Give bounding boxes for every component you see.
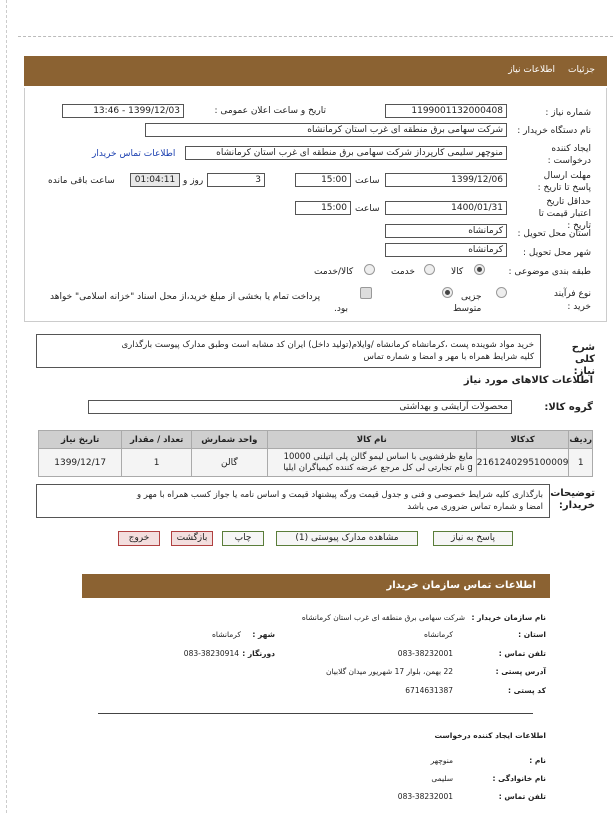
announce-label: تاریخ و ساعت اعلان عمومی : [214,106,326,116]
city-field: کرمانشاه [385,243,507,257]
contact-province-value: کرمانشاه [423,630,453,639]
description-line-2: کلیه شرایط همراه با مهر و امضا و شماره تماس [363,352,534,362]
contact-postal-label: کد پستی : [507,686,546,695]
creator-field: منوچهر سلیمی کارپرداز شرکت سهامی برق منطقه ای غرب استان کرمانشاه [185,146,507,160]
remaining-time-field: 01:04:11 [130,173,180,187]
tab-need-info[interactable]: اطلاعات نیاز [508,65,555,75]
buyer-notes-box [36,484,550,518]
goods-group-label: گروه کالا: [544,402,593,413]
description-line-1: خرید مواد شوینده پست ،کرمانشاه کرمانشاه /وایلام(تولید داخل) ایران کد مشابه است وطبق مدارک پیوست بارگذاری [121,340,534,350]
col-unit: واحد شمارش [191,431,267,449]
col-goods-name: نام کالا [267,431,476,449]
contact-phone-value: 083-38232001 [397,649,453,658]
days-label: روز و [183,176,204,186]
process-medium-label: متوسط [453,304,482,314]
goods-info-title: اطلاعات کالاهای مورد نیاز [463,375,593,386]
announce-datetime-field: 1399/12/03 - 13:46 [62,104,184,118]
contact-city-value: کرمانشاه [211,630,241,639]
back-button[interactable]: بازگشت [171,531,213,546]
goods-table [38,430,593,477]
view-attachments-button[interactable]: مشاهده مدارک پیوستی (1) [276,531,418,546]
creator-name-label: نام : [529,756,546,765]
tab-details[interactable]: جزئیات [568,65,595,75]
cell-row-index: 1 [569,449,593,477]
category-goods-radio[interactable] [474,264,485,275]
cell-goods-name [267,449,476,477]
buyer-notes-label: توضیحات خریدار: [550,488,595,511]
goods-group-field: محصولات آرایشی و بهداشتی [88,400,512,414]
creator-label: ایجاد کننده درخواست : [547,144,591,166]
contact-org-label: نام سازمان خریدار : [471,613,546,622]
process-small-label: جزیی [461,292,482,302]
process-type-label: نوع فرآیند خرید : [553,289,591,312]
table-header-row [39,431,593,449]
treasury-payment-note: پرداخت تمام یا بخشی از مبلغ خرید،از محل اسناد "خزانه اسلامی" خواهد [50,292,321,302]
price-validity-time-field: 15:00 [295,201,351,215]
creator-family-label: نام خانوادگی : [492,774,546,783]
need-number-label: شماره نیاز : [545,108,591,118]
price-validity-time-label: ساعت [355,204,380,214]
province-label: استان محل تحویل : [517,229,591,239]
need-number-field: 1199001132000408 [385,104,507,118]
contact-postal-value: 6714631387 [405,686,453,695]
category-both-radio[interactable] [364,264,375,275]
process-small-radio[interactable] [496,287,507,298]
col-row-index: ردیف [569,431,593,449]
deadline-time-label: ساعت [355,176,380,186]
buyer-contact-header [82,574,550,598]
print-button[interactable]: چاپ [222,531,264,546]
deadline-time-field: 15:00 [295,173,351,187]
category-label: طبقه بندی موضوعی : [508,267,591,277]
col-goods-code: کدکالا [476,431,569,449]
goods-name-line-1: مایع ظرفشویی با اساس لیمو گالن پلی اتیلنی 10000 [283,451,473,462]
contact-divider [98,713,533,714]
exit-button[interactable]: خروج [118,531,160,546]
deadline-label: مهلت ارسال پاسخ تا تاریخ : [537,171,591,193]
top-divider [18,36,613,37]
table-row [39,449,593,477]
contact-city-label: شهر : [252,630,275,639]
contact-province-label: استان : [518,630,546,639]
creator-info-title: اطلاعات ایجاد کننده درخواست [434,731,546,740]
cell-need-date: 1399/12/17 [39,449,122,477]
creator-name-value: منوچهر [430,756,453,765]
creator-phone-label: تلفن تماس : [498,792,546,801]
treasury-payment-note-end: بود. [334,304,349,314]
contact-org-value: شرکت سهامی برق منطقه ای غرب استان کرمانشاه [301,613,465,622]
treasury-payment-checkbox[interactable] [360,287,372,299]
goods-name-line-2: g نام تجارتی لی کل مرجع عرضه کننده کیمیاگران ایلیا [283,462,473,473]
remaining-time-label: ساعت باقی مانده [48,176,115,186]
general-description-label: شرح کلی نیاز: [571,342,595,377]
contact-fax-value: 083-38230914 [183,649,239,658]
cell-quantity: 1 [122,449,192,477]
process-medium-radio[interactable] [442,287,453,298]
category-goods-label: کالا [451,267,464,277]
deadline-date-field: 1399/12/06 [385,173,507,187]
notes-line-2: امضا و شماره تماس ضروری می باشد [407,502,543,512]
contact-address-value: 22 بهمن، بلوار 17 شهریور میدان گلابیان [325,667,453,676]
buyer-org-field: شرکت سهامی برق منطقه ای غرب استان کرمانشاه [145,123,507,137]
category-service-radio[interactable] [424,264,435,275]
buyer-contact-title: اطلاعات تماس سازمان خریدار [386,580,536,591]
category-both-label: کالا/خدمت [314,267,354,277]
buyer-org-label: نام دستگاه خریدار : [517,126,591,136]
contact-fax-label: دورنگار : [242,649,275,658]
general-description-box [36,334,541,368]
cell-unit: گالن [191,449,267,477]
province-field: کرمانشاه [385,224,507,238]
creator-phone-value: 083-38232001 [397,792,453,801]
days-field: 3 [207,173,265,187]
category-service-label: خدمت [391,267,415,277]
creator-family-value: سلیمی [431,774,453,783]
page-left-border [6,0,7,813]
price-validity-label: حداقل تاریخ اعتبار قیمت تا تاریخ : [538,197,591,231]
col-need-date: تاریخ نیاز [39,431,122,449]
reply-to-need-button[interactable]: پاسخ به نیاز [433,531,513,546]
notes-line-1: بارگذاری کلیه شرایط خصوصی و فنی و جدول قیمت ورگه پیشنهاد قیمت و اساس نامه یا جواز کسب همراه با مهر و [136,490,543,500]
col-quantity: تعداد / مقدار [122,431,192,449]
cell-goods-code: 2161240295100009 [476,449,569,477]
city-label: شهر محل تحویل : [522,248,591,258]
contact-address-label: آدرس پستی : [495,667,546,676]
price-validity-date-field: 1400/01/31 [385,201,507,215]
buyer-contact-link[interactable]: اطلاعات تماس خریدار [92,149,176,159]
details-header-bar [24,56,607,86]
contact-phone-label: تلفن تماس : [498,649,546,658]
